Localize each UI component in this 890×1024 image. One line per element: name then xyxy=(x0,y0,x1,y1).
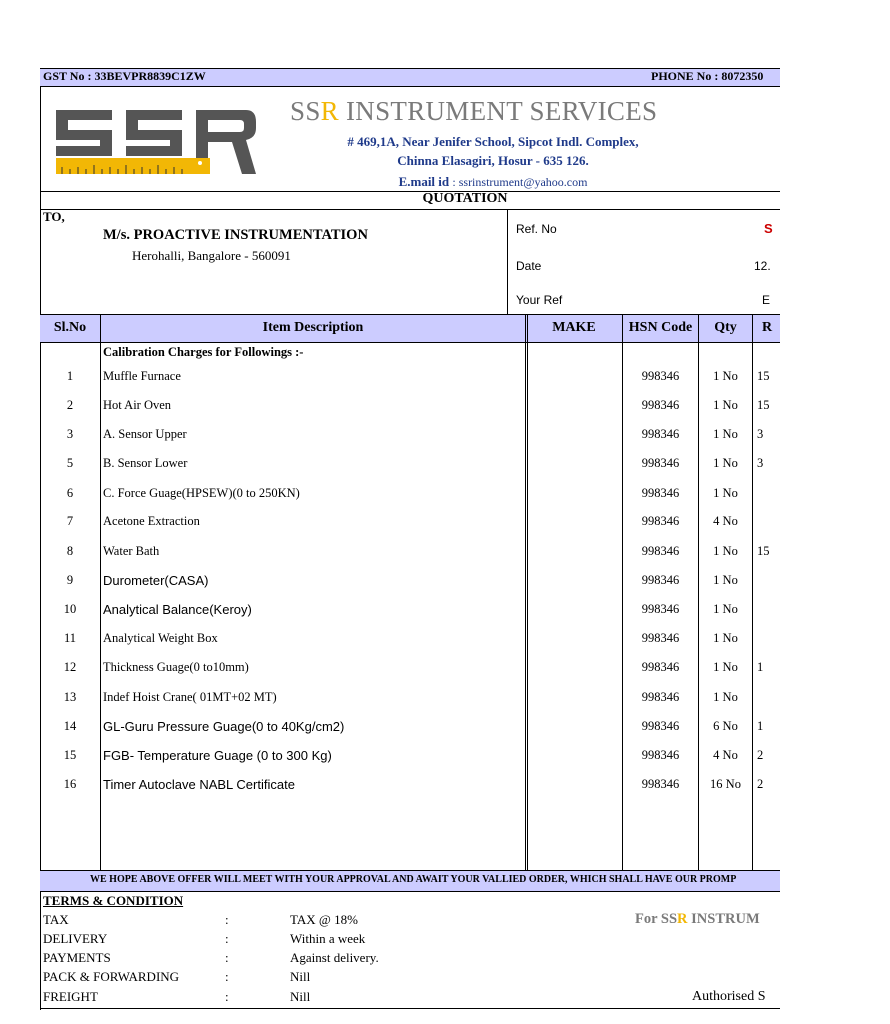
row-slno: 15 xyxy=(63,748,77,762)
row-hsn: 998346 xyxy=(641,748,680,762)
row-slno: 7 xyxy=(66,514,74,528)
row-rate: 15 xyxy=(757,544,770,558)
row-description: Analytical Weight Box xyxy=(103,631,218,645)
divider xyxy=(40,891,780,892)
row-hsn: 998346 xyxy=(641,777,680,791)
divider xyxy=(40,1008,780,1009)
col-header-description: Item Description xyxy=(262,320,364,335)
divider xyxy=(100,315,101,870)
divider xyxy=(507,209,508,315)
terms-value: Within a week xyxy=(290,931,366,946)
ref-no-value: S xyxy=(764,221,773,236)
terms-value: TAX @ 18% xyxy=(290,912,358,927)
customer-name: M/s. PROACTIVE INSTRUMENTATION xyxy=(103,227,368,243)
col-header-slno: Sl.No xyxy=(53,320,87,335)
row-hsn: 998346 xyxy=(641,719,680,733)
row-slno: 2 xyxy=(66,398,74,412)
row-hsn: 998346 xyxy=(641,427,680,441)
row-qty: 1 No xyxy=(713,486,738,500)
company-address-line2: Chinna Elasagiri, Hosur - 635 126. xyxy=(397,153,589,168)
gst-number: GST No : 33BEVPR8839C1ZW xyxy=(43,69,206,83)
row-hsn: 998346 xyxy=(641,573,680,587)
row-slno: 12 xyxy=(63,660,77,674)
row-rate: 2 xyxy=(757,777,764,791)
row-rate: 1 xyxy=(757,660,764,674)
row-description: Analytical Balance(Keroy) xyxy=(103,602,252,617)
terms-separator: : xyxy=(225,989,229,1004)
terms-value: Against delivery. xyxy=(290,950,379,965)
row-description: Muffle Furnace xyxy=(103,369,181,383)
terms-value: Nill xyxy=(290,969,311,984)
row-qty: 1 No xyxy=(713,456,738,470)
row-qty: 1 No xyxy=(713,369,738,383)
row-hsn: 998346 xyxy=(641,486,680,500)
company-email: E.mail id : ssrinstrument@yahoo.com xyxy=(398,174,588,189)
for-company: For SSR INSTRUM xyxy=(635,911,760,927)
row-description: Thickness Guage(0 to10mm) xyxy=(103,660,249,674)
row-qty: 6 No xyxy=(713,719,738,733)
divider xyxy=(527,315,528,870)
terms-title: TERMS & CONDITION xyxy=(43,893,184,908)
row-rate: 15 xyxy=(757,398,770,412)
row-slno: 5 xyxy=(66,456,74,470)
terms-separator: : xyxy=(225,969,229,984)
col-header-make: MAKE xyxy=(552,320,596,335)
customer-address: Herohalli, Bangalore - 560091 xyxy=(132,248,291,263)
row-qty: 4 No xyxy=(713,514,738,528)
row-description: FGB- Temperature Guage (0 to 300 Kg) xyxy=(103,748,332,763)
row-qty: 4 No xyxy=(713,748,738,762)
row-qty: 1 No xyxy=(713,398,738,412)
row-hsn: 998346 xyxy=(641,456,680,470)
row-slno: 13 xyxy=(63,690,77,704)
row-qty: 1 No xyxy=(713,631,738,645)
to-label: TO, xyxy=(43,209,65,224)
row-qty: 1 No xyxy=(713,544,738,558)
row-description: Hot Air Oven xyxy=(103,398,172,412)
row-rate: 3 xyxy=(757,427,764,441)
row-hsn: 998346 xyxy=(641,631,680,645)
row-hsn: 998346 xyxy=(641,660,680,674)
row-slno: 8 xyxy=(66,544,74,558)
terms-label: PAYMENTS xyxy=(43,950,111,965)
terms-label: DELIVERY xyxy=(43,931,108,946)
terms-separator: : xyxy=(225,950,229,965)
row-rate: 2 xyxy=(757,748,764,762)
col-header-qty: Qty xyxy=(714,320,737,335)
row-slno: 3 xyxy=(66,427,74,441)
row-description: B. Sensor Lower xyxy=(103,456,188,470)
divider xyxy=(40,342,780,343)
company-logo xyxy=(50,96,260,178)
date-label: Date xyxy=(516,259,542,273)
row-slno: 14 xyxy=(63,719,77,733)
row-slno: 10 xyxy=(63,602,77,616)
your-ref-label: Your Ref xyxy=(516,293,563,307)
row-description: Indef Hoist Crane( 01MT+02 MT) xyxy=(103,690,277,704)
row-description: A. Sensor Upper xyxy=(103,427,187,441)
row-description: Timer Autoclave NABL Certificate xyxy=(103,777,295,792)
row-rate: 3 xyxy=(757,456,764,470)
row-rate: 1 xyxy=(757,719,764,733)
col-header-hsn: HSN Code xyxy=(628,320,693,335)
col-header-rate: R xyxy=(762,320,773,335)
terms-label: TAX xyxy=(43,912,69,927)
terms-separator: : xyxy=(225,931,229,946)
row-qty: 1 No xyxy=(713,573,738,587)
row-slno: 6 xyxy=(66,486,74,500)
row-hsn: 998346 xyxy=(641,690,680,704)
terms-label: PACK & FORWARDING xyxy=(43,969,180,984)
row-description: Acetone Extraction xyxy=(103,514,200,528)
divider xyxy=(40,209,780,210)
authorised-signatory: Authorised S xyxy=(692,989,766,1004)
row-slno: 1 xyxy=(66,369,74,383)
ref-no-label: Ref. No xyxy=(516,222,557,236)
row-slno: 9 xyxy=(66,573,74,587)
row-slno: 16 xyxy=(63,777,77,791)
section-title: Calibration Charges for Followings :- xyxy=(103,345,304,359)
row-hsn: 998346 xyxy=(641,602,680,616)
row-qty: 1 No xyxy=(713,427,738,441)
row-slno: 11 xyxy=(63,631,77,645)
company-address-line1: # 469,1A, Near Jenifer School, Sipcot Indl. Complex, xyxy=(347,134,639,149)
row-description: C. Force Guage(HPSEW)(0 to 250KN) xyxy=(103,486,300,500)
row-hsn: 998346 xyxy=(641,544,680,558)
terms-value: Nill xyxy=(290,989,311,1004)
row-qty: 1 No xyxy=(713,660,738,674)
footer-note: WE HOPE ABOVE OFFER WILL MEET WITH YOUR APPROVAL AND AWAIT YOUR VALLIED ORDER, WHICH SHALL HAVE OUR PROMP xyxy=(90,874,737,885)
divider xyxy=(525,315,526,870)
your-ref-value: E xyxy=(762,293,771,307)
row-hsn: 998346 xyxy=(641,514,680,528)
row-description: GL-Guru Pressure Guage(0 to 40Kg/cm2) xyxy=(103,719,345,734)
row-hsn: 998346 xyxy=(641,369,680,383)
terms-separator: : xyxy=(225,912,229,927)
terms-label: FREIGHT xyxy=(43,989,98,1004)
quotation-title: QUOTATION xyxy=(422,191,508,206)
row-description: Water Bath xyxy=(103,544,160,558)
divider xyxy=(40,314,780,315)
date-value: 12. xyxy=(754,259,771,273)
row-qty: 1 No xyxy=(713,602,738,616)
row-qty: 16 No xyxy=(710,777,741,791)
row-description: Durometer(CASA) xyxy=(103,573,209,588)
row-rate: 15 xyxy=(757,369,770,383)
row-hsn: 998346 xyxy=(641,398,680,412)
company-name: SSR INSTRUMENT SERVICES xyxy=(290,96,658,126)
row-qty: 1 No xyxy=(713,690,738,704)
phone-number: PHONE No : 8072350 xyxy=(651,69,764,83)
divider xyxy=(752,315,753,870)
